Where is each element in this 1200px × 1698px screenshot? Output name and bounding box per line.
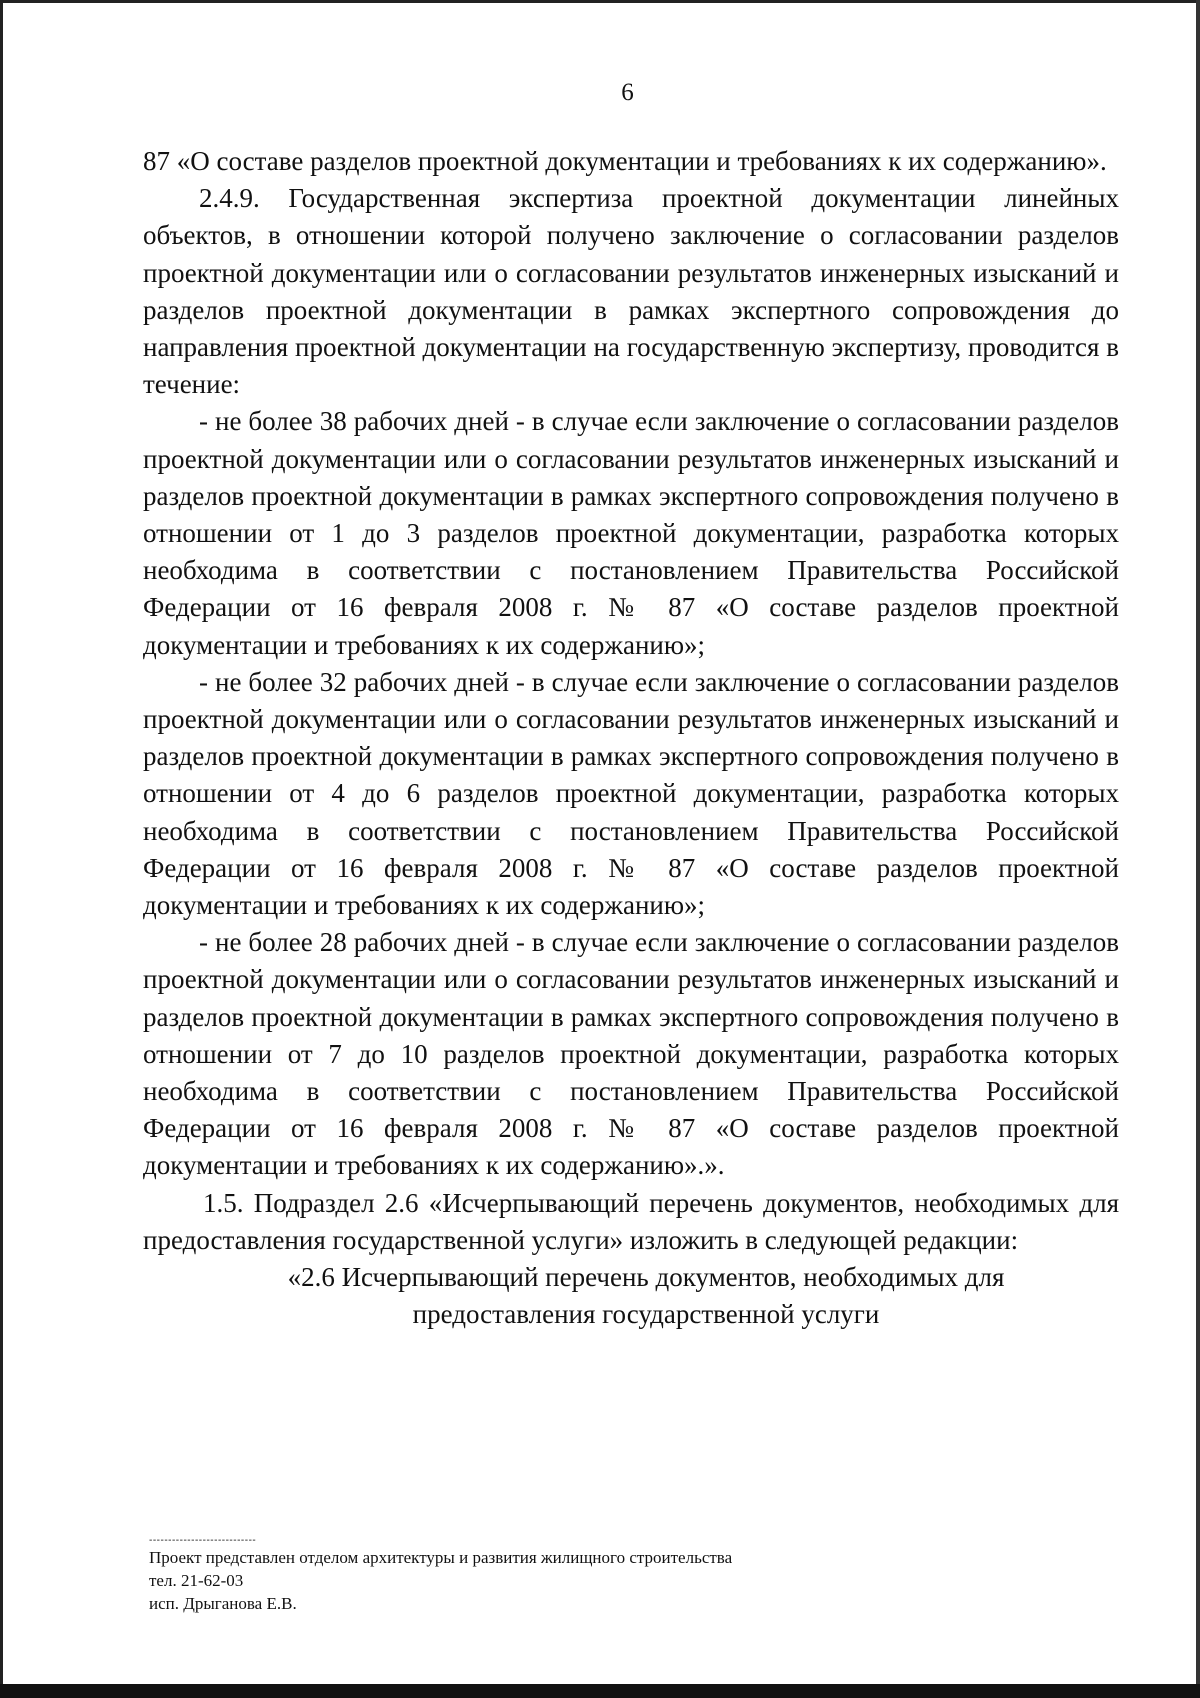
scan-border-top [0,0,1200,3]
footer-note [149,1536,949,1615]
footer-rule: ---------------------------- [149,1535,257,1546]
list-item-32-days: - не более 32 рабочих дней - в случае если заключение о согласовании разделов проектной документации или о согласовании результатов инженерных изысканий и разделов проектной документации в рамках экспертного сопровождения получено в отношении от 4 до 6 разделов проектной документации, разработка которых необходима в соответствии с постановлением Правительства Российской Федерации от 16 февраля 2008 г. № 87 «О составе разделов проектной документации и требованиях к их содержанию»; [143,666,1119,921]
footer-prepared-by: Проект представлен отделом архитектуры и развития жилищного строительства [149,1548,733,1567]
paragraph-continuation: 87 «О составе разделов проектной документации и требованиях к их содержанию». [143,146,1107,176]
paragraph-2-4-9: 2.4.9. Государственная экспертиза проектной документации линейных объектов, в отношении которой получено заключение о согласовании разделов проектной документации или о согласовании результатов инженерных изысканий и разделов проектной документации в рамках экспертного сопровождения до направления проектной документации на государственную экспертизу, проводится в течение: [143,183,1119,400]
footer-executor: исп. Дрыганова Е.В. [149,1594,297,1613]
footer-phone: тел. 21-62-03 [149,1571,244,1590]
list-item-28-days: - не более 28 рабочих дней - в случае если заключение о согласовании разделов проектной документации или о согласовании результатов инженерных изысканий и разделов проектной документации в рамках экспертного сопровождения получено в отношении от 7 до 10 разделов проектной документации, разработка которых необходима в соответствии с постановлением Правительства Российской Федерации от 16 февраля 2008 г. № 87 «О составе разделов проектной документации и требованиях к их содержанию».». [143,927,1119,1181]
scan-border-bottom [0,1684,1200,1698]
section-heading-2-6 [143,1259,1119,1333]
page-number: 6 [621,79,634,106]
scan-border-right [1196,0,1200,1698]
list-item-38-days: - не более 38 рабочих дней - в случае если заключение о согласовании разделов проектной документации или о согласовании результатов инженерных изысканий и разделов проектной документации в рамках экспертного сопровождения получено в отношении от 1 до 3 разделов проектной документации, разработка которых необходима в соответствии с постановлением Правительства Российской Федерации от 16 февраля 2008 г. № 87 «О составе разделов проектной документации и требованиях к их содержанию»; [143,406,1119,660]
section-heading-line2: предоставления государственной услуги [412,1299,880,1330]
scan-border-left [0,0,3,1698]
section-heading-line1: «2.6 Исчерпывающий перечень документов, необходимых для [287,1262,1005,1293]
document-body [143,143,1119,1333]
paragraph-1-5: 1.5. Подраздел 2.6 «Исчерпывающий перечень документов, необходимых для предоставления государственной услуги» изложить в следующей редакции: [143,1187,1119,1255]
